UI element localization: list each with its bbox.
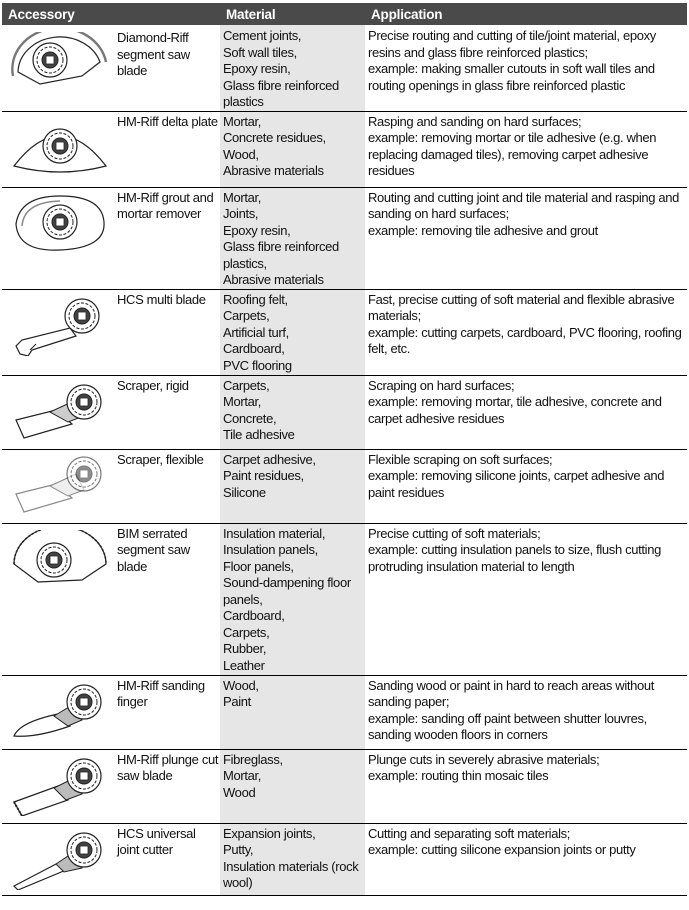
material-item: PVC flooring [223,357,292,373]
application-cell [365,111,687,187]
application-example: example: cutting silicone expansion joints or putty [368,842,636,857]
material-item: Concrete, [223,410,277,426]
material-item: Abrasive materials [223,163,324,178]
application-text: Fast, precise cutting of soft material and flexible abrasive materials; [368,291,675,323]
accessory-name: HM-Riff delta plate [117,113,218,129]
material-item: Carpets, [223,624,270,640]
application-example: example: routing thin mosaic tiles [368,768,549,783]
table-row [2,187,687,289]
table-row [2,523,687,675]
application-text: Cutting and separating soft materials; [368,825,571,841]
material-item: Putty, [223,842,254,857]
material-item: Rubber, [223,641,267,656]
application-text: Plunge cuts in severely abrasive materials; [368,751,600,767]
material-item: Joints, [223,206,259,221]
material-item: Epoxy resin, [223,61,291,76]
accessory-cell [2,823,220,895]
table-header-row [2,3,687,25]
accessory-name: HM-Riff plunge cut saw blade [117,751,219,783]
application-text: Sanding wood or paint in hard to reach areas without sanding paper; [368,677,655,709]
material-item: Mortar, [223,189,262,205]
application-example: example: removing mortar, tile adhesive, concrete and carpet adhesive residues [368,394,662,426]
accessory-cell [2,375,220,449]
application-text: Rasping and sanding on hard surfaces; [368,113,582,129]
table-row [2,749,687,823]
application-cell [365,523,687,675]
accessory-name: Scraper, rigid [117,377,189,393]
material-cell [220,375,365,449]
application-cell [365,749,687,823]
application-cell [365,675,687,749]
material-item: Wood [223,784,256,800]
header-application: Application [365,3,687,25]
plunge-cut-saw-blade-icon [10,754,110,816]
universal-joint-cutter-icon [10,828,110,890]
accessory-name: BIM serrated segment saw blade [117,525,190,574]
material-cell [220,523,365,675]
header-accessory: Accessory [2,3,220,25]
accessory-name: HCS universal joint cutter [117,825,196,857]
serrated-segment-saw-blade-icon [10,530,110,592]
application-text: Routing and cutting joint and tile material and rasping and sanding on hard surfaces; [368,189,680,221]
application-cell [365,25,687,111]
application-text: Precise cutting of soft materials; [368,525,541,541]
accessory-cell [2,749,220,823]
application-example: example: removing mortar or tile adhesive (e.g. when replacing damaged tiles), removing carpet adhesive residues [368,130,657,178]
accessory-name: HM-Riff sanding finger [117,677,205,709]
accessory-name: HM-Riff grout and mortar remover [117,189,214,221]
material-item: Tile adhesive [223,427,295,442]
material-item: Cardboard, [223,341,285,356]
table-row [2,111,687,187]
grout-mortar-remover-icon [10,192,110,254]
material-item: Mortar, [223,113,262,129]
material-item: Concrete residues, [223,130,326,145]
material-item: Glass fibre reinforced plastics [223,77,339,109]
material-cell [220,111,365,187]
application-example: example: removing silicone joints, carpet adhesive and paint residues [368,468,665,500]
material-item: Floor panels, [223,558,294,574]
header-material: Material [220,3,365,25]
table-row [2,675,687,749]
material-cell [220,675,365,749]
delta-plate-icon [10,116,110,178]
material-item: Glass fibre reinforced plastics, [223,239,339,271]
accessory-cell [2,289,220,375]
material-item: Mortar, [223,394,262,409]
material-item: Carpets, [223,308,270,323]
material-item: Soft wall tiles, [223,44,297,60]
diamond-segment-saw-blade-icon [10,32,110,94]
material-item: Wood, [223,677,259,693]
material-item: Silicone [223,484,266,500]
material-item: Paint [223,694,251,709]
material-item: Carpets, [223,377,270,393]
accessory-name: Scraper, flexible [117,451,204,467]
material-cell [220,289,365,375]
accessory-cell [2,25,220,111]
material-item: Sound-dampening floor panels, [223,575,351,607]
accessory-cell [2,449,220,523]
material-item: Carpet adhesive, [223,451,316,467]
material-item: Cardboard, [223,608,285,623]
application-example: example: cutting insulation panels to size, flush cutting protruding insulation material to length [368,542,661,574]
material-item: Insulation panels, [223,542,318,557]
application-example: example: cutting carpets, cardboard, PVC flooring, roofing felt, etc. [368,324,682,356]
application-text: Scraping on hard surfaces; [368,377,515,393]
accessory-table [2,3,687,896]
rigid-scraper-icon [10,380,110,442]
accessory-name: Diamond-Riff segment saw blade [117,30,190,78]
flexible-scraper-icon [10,454,110,516]
application-cell [365,823,687,895]
table-row [2,289,687,375]
application-example: example: removing tile adhesive and grout [368,222,598,238]
sanding-finger-icon [10,680,110,742]
material-item: Roofing felt, [223,291,288,307]
accessory-cell [2,675,220,749]
material-item: Insulation material, [223,525,326,541]
material-item: Epoxy resin, [223,222,291,238]
material-item: Cement joints, [223,28,302,43]
multi-blade-icon [10,294,110,356]
table-row [2,449,687,523]
application-text: Precise routing and cutting of tile/joint material, epoxy resins and glass fibre reinforced plastics; [368,28,656,60]
application-cell [365,449,687,523]
application-example: example: sanding off paint between shutter louvres, sanding wooden floors in corners [368,710,647,742]
material-cell [220,823,365,895]
material-item: Wood, [223,146,259,162]
application-example: example: making smaller cutouts in soft wall tiles and routing openings in glass fibre reinforced plastic [368,61,655,93]
material-item: Expansion joints, [223,825,316,841]
table-row [2,823,687,895]
table-row [2,25,687,111]
accessory-table-document [2,3,687,896]
material-cell [220,187,365,289]
table-row [2,375,687,449]
application-cell [365,289,687,375]
material-item: Artificial turf, [223,324,289,340]
accessory-cell [2,523,220,675]
material-item: Leather [223,657,265,673]
material-cell [220,449,365,523]
accessory-name: HCS multi blade [117,291,206,307]
material-item: Mortar, [223,768,262,783]
material-cell [220,749,365,823]
accessory-cell [2,187,220,289]
application-text: Flexible scraping on soft surfaces; [368,451,553,467]
material-item: Abrasive materials [223,272,324,287]
accessory-cell [2,111,220,187]
material-item: Paint residues, [223,468,304,483]
application-cell [365,187,687,289]
material-cell [220,25,365,111]
material-item: Fibreglass, [223,751,283,767]
application-cell [365,375,687,449]
material-item: Insulation materials (rock wool) [223,858,359,890]
